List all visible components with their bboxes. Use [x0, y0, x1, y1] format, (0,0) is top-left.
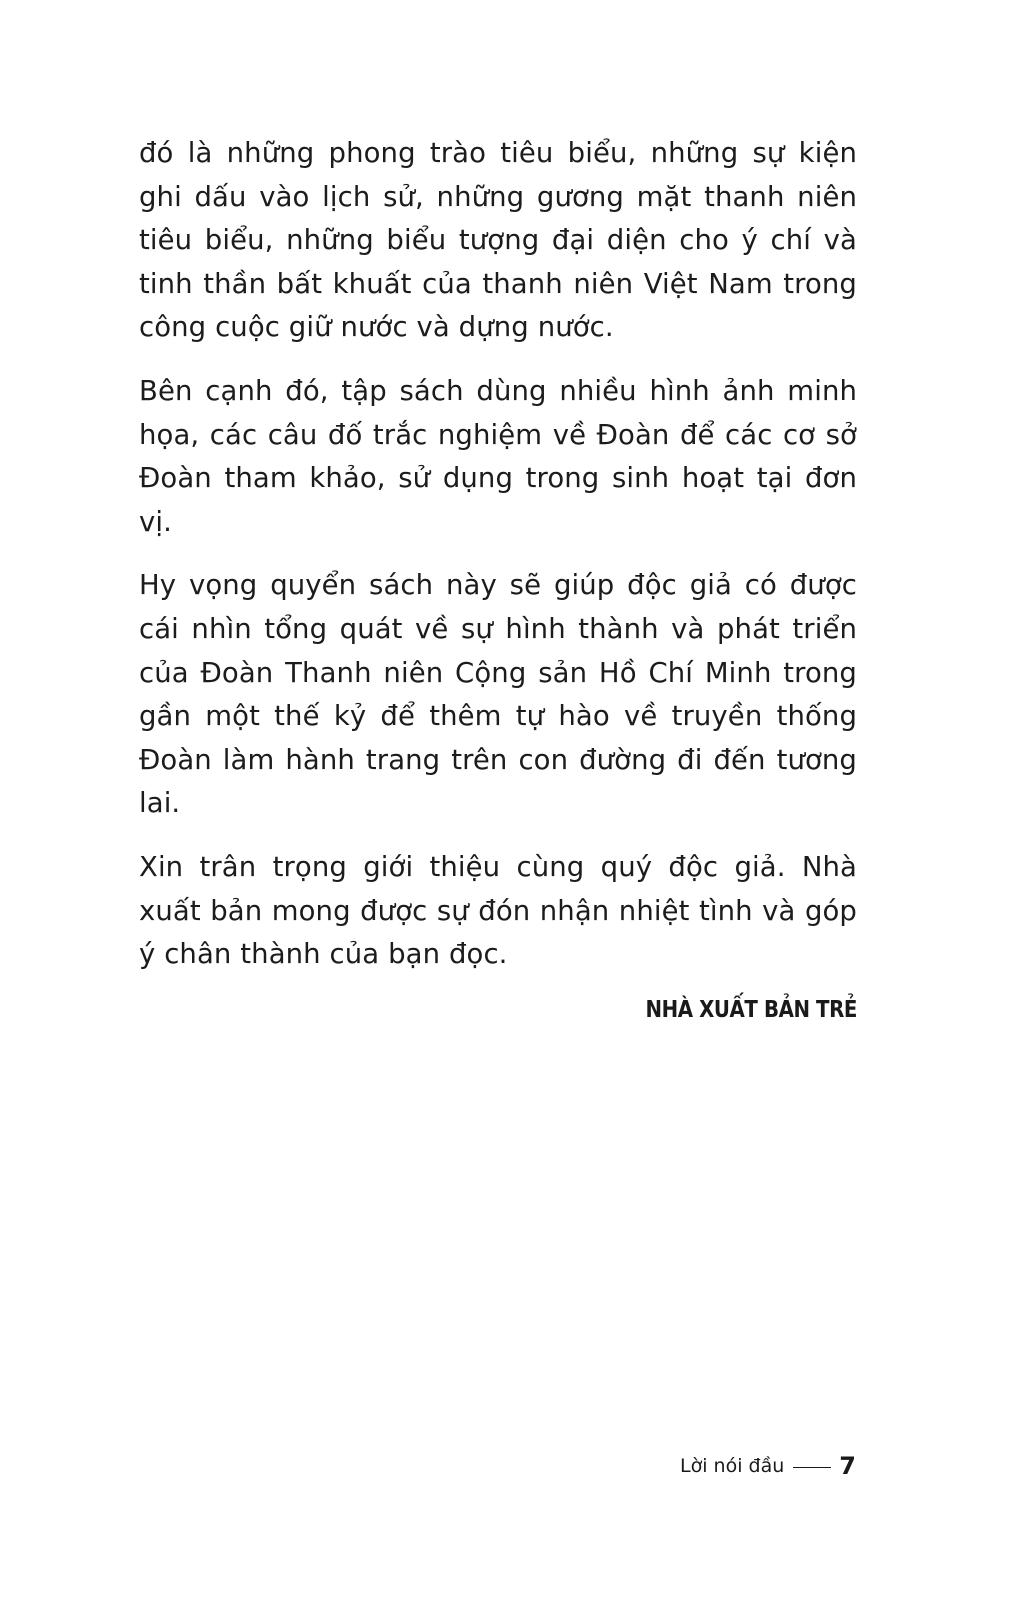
- footer-rule: [793, 1467, 831, 1468]
- paragraph-2: Bên cạnh đó, tập sách dùng nhiều hình ảnh minh họa, các câu đố trắc nghiệm về Đoàn để các cơ sở Đoàn tham khảo, sử dụng trong sinh hoạt tại đơn vị.: [139, 374, 857, 538]
- page-number: 7: [839, 1452, 856, 1480]
- page-body: [139, 132, 857, 1023]
- page-footer: [680, 1450, 856, 1482]
- publisher-signature: NHÀ XUẤT BẢN TRẺ: [645, 996, 857, 1023]
- paragraph-1: đó là những phong trào tiêu biểu, những sự kiện ghi dấu vào lịch sử, những gương mặt thanh niên tiêu biểu, những biểu tượng đại diện cho ý chí và tinh thần bất khuất của thanh niên Việt Nam trong công cuộc giữ nước và dựng nước.: [139, 137, 857, 344]
- paragraph-3: Hy vọng quyển sách này sẽ giúp độc giả có được cái nhìn tổng quát về sự hình thành và phát triển của Đoàn Thanh niên Cộng sản Hồ Chí Minh trong gần một thế kỷ để thêm tự hào về truyền thống Đoàn làm hành trang trên con đường đi đến tương lai.: [139, 569, 857, 820]
- running-section-title: Lời nói đầu: [680, 1455, 785, 1477]
- paragraph-4: Xin trân trọng giới thiệu cùng quý độc giả. Nhà xuất bản mong được sự đón nhận nhiệt tình và góp ý chân thành của bạn đọc.: [139, 850, 857, 971]
